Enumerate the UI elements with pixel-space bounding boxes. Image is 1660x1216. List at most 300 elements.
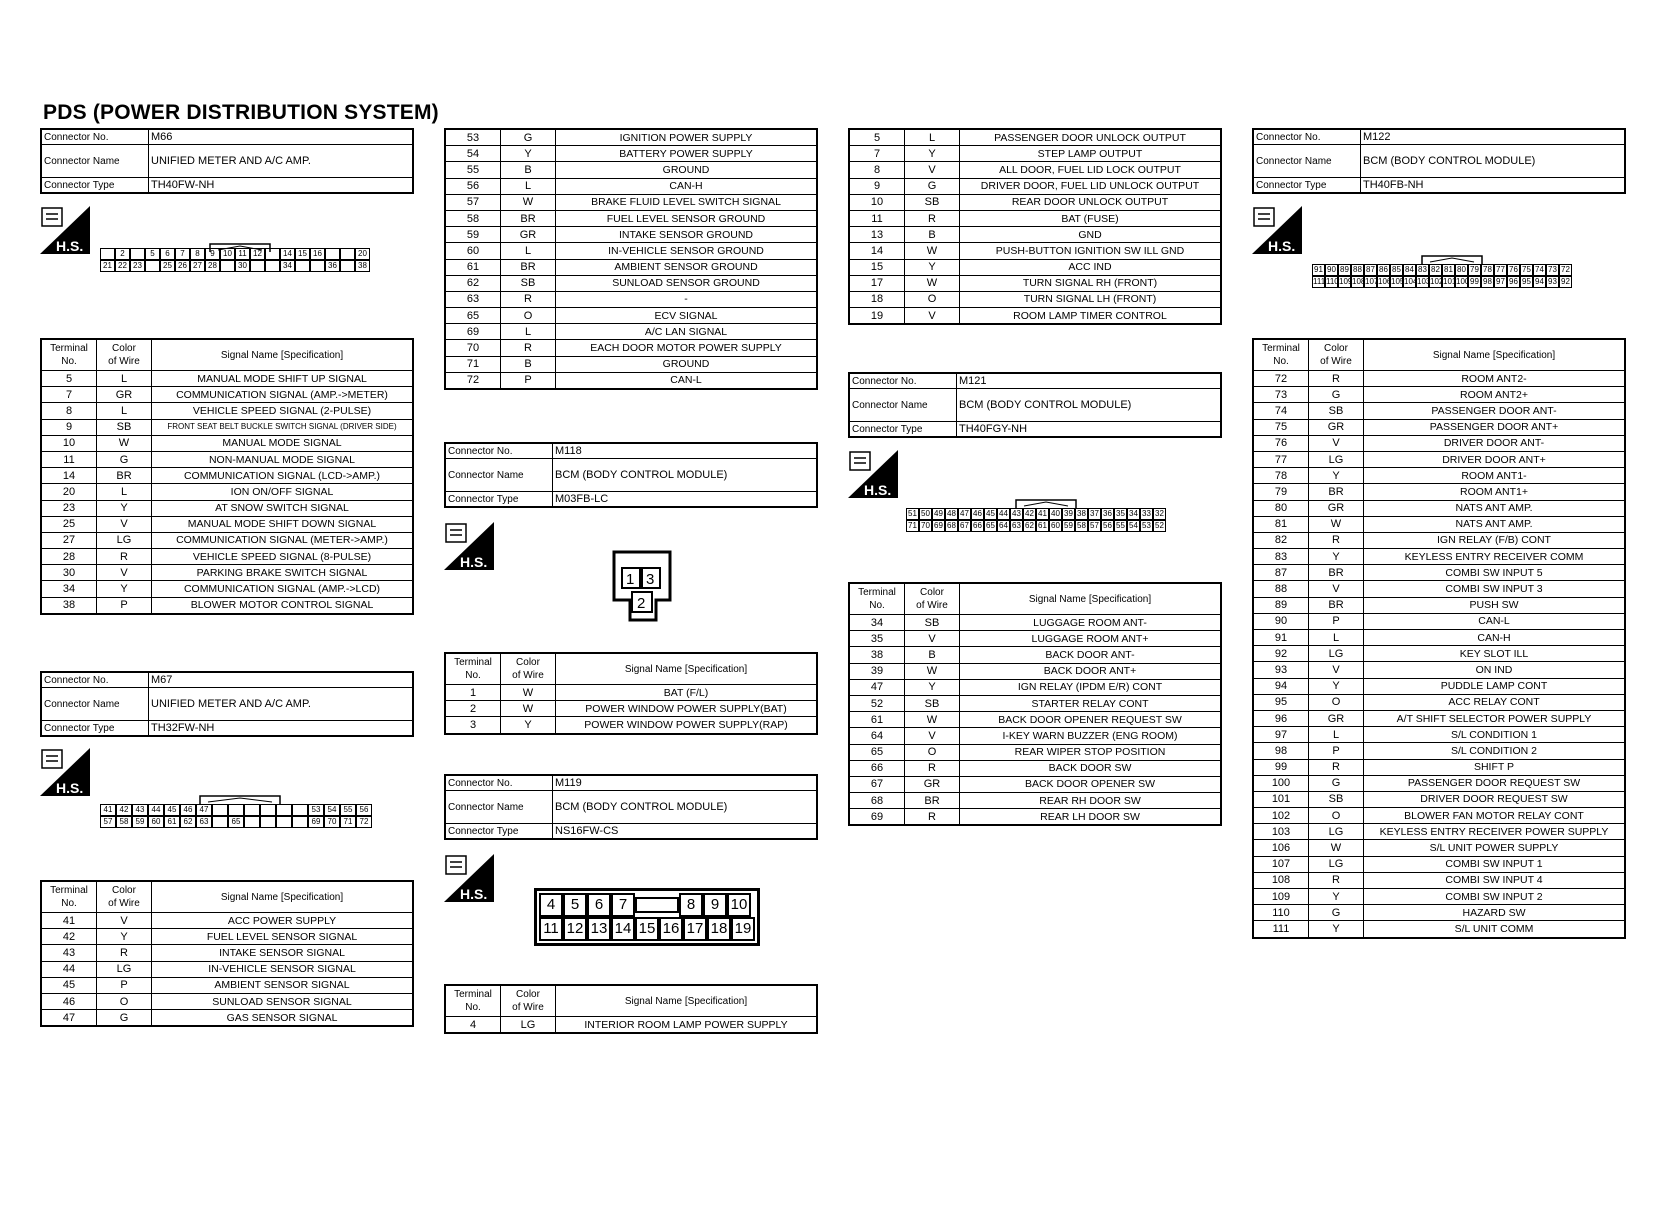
signal-cell: IGNITION POWER SUPPLY — [556, 129, 818, 146]
terminal-cell: 96 — [1253, 710, 1309, 726]
connector-pin: 111 — [1313, 277, 1326, 286]
pin-1: 1 — [626, 571, 635, 588]
hs-badge-icon — [848, 450, 898, 498]
table-row — [41, 565, 413, 581]
m122-info-col — [1252, 128, 1626, 194]
color-cell: W — [905, 243, 960, 259]
table-row — [41, 1010, 413, 1027]
connector-pin: 103 — [1417, 277, 1431, 286]
connector-no-value: M119 — [553, 775, 818, 791]
table-row — [445, 308, 817, 324]
terminal-cell: 61 — [445, 259, 501, 275]
signal-cell: KEYLESS ENTRY RECEIVER POWER SUPPLY — [1364, 824, 1626, 840]
terminal-cell: 101 — [1253, 791, 1309, 807]
color-cell: P — [97, 597, 152, 614]
m66-connector-diagram — [100, 248, 370, 272]
color-cell: O — [1309, 694, 1364, 710]
connector-type-value: TH40FW-NH — [149, 178, 414, 194]
connector-pin: 60 — [148, 816, 164, 828]
terminal-cell: 7 — [849, 146, 905, 162]
color-cell: Y — [501, 146, 556, 162]
terminal-cell: 72 — [445, 372, 501, 389]
color-cell: Y — [97, 929, 152, 945]
terminal-cell: 20 — [41, 484, 97, 500]
connector-pin: 75 — [1520, 264, 1533, 276]
page-title: PDS (POWER DISTRIBUTION SYSTEM) — [43, 101, 439, 124]
table-row — [1253, 808, 1625, 824]
connector-pin: 27 — [190, 260, 205, 272]
signal-cell: COMMUNICATION SIGNAL (LCD->AMP.) — [152, 468, 414, 484]
terminal-cell: 44 — [41, 961, 97, 977]
color-cell: V — [1309, 435, 1364, 451]
terminal-cell: 47 — [41, 1010, 97, 1027]
connector-no-value: M66 — [149, 129, 414, 145]
terminal-cell: 10 — [41, 435, 97, 451]
table-row — [1253, 727, 1625, 743]
color-cell: V — [97, 565, 152, 581]
color-cell: O — [501, 308, 556, 324]
connector-pin: 102 — [1430, 277, 1444, 286]
connector-pin: 49 — [932, 508, 945, 520]
m118-info-table — [444, 442, 818, 508]
color-cell: G — [1309, 387, 1364, 403]
table-row — [41, 419, 413, 435]
color-cell: G — [1309, 905, 1364, 921]
connector-pin: 57 — [100, 816, 116, 828]
connector-pin: 34 — [1127, 508, 1140, 520]
table-row — [849, 162, 1221, 178]
terminal-cell: 82 — [1253, 532, 1309, 548]
color-header: Color of Wire — [97, 881, 152, 913]
connector-pin: 69 — [932, 520, 945, 532]
color-cell: L — [501, 178, 556, 194]
svg-text:H.S.: H.S. — [460, 886, 488, 902]
connector-pin: 51 — [906, 508, 919, 520]
connector-pin: 44 — [997, 508, 1010, 520]
table-row — [445, 340, 817, 356]
terminal-cell: 9 — [849, 178, 905, 194]
connector-pin: 57 — [1088, 520, 1101, 532]
color-cell: Y — [1309, 549, 1364, 565]
terminal-cell: 27 — [41, 532, 97, 548]
connector-pin: 61 — [1036, 520, 1049, 532]
svg-text:H.S.: H.S. — [56, 238, 84, 254]
signal-cell: S/L UNIT POWER SUPPLY — [1364, 840, 1626, 856]
connector-pin: 95 — [1520, 276, 1533, 288]
connector-type-value: TH40FGY-NH — [957, 422, 1222, 438]
table-row — [41, 435, 413, 451]
table-row — [1253, 435, 1625, 451]
connector-pin: 40 — [1049, 508, 1062, 520]
connector-pin: 18 — [707, 917, 731, 941]
signal-cell: GROUND — [556, 356, 818, 372]
color-cell: BR — [97, 468, 152, 484]
signal-cell: CAN-H — [1364, 630, 1626, 646]
color-cell: LG — [1309, 856, 1364, 872]
color-cell: SB — [501, 275, 556, 291]
table-row — [1253, 905, 1625, 921]
terminal-cell: 73 — [1253, 387, 1309, 403]
connector-pin: 110 — [1326, 277, 1339, 286]
signal-cell: BRAKE FLUID LEVEL SWITCH SIGNAL — [556, 194, 818, 210]
signal-header: Signal Name [Specification] — [556, 653, 818, 685]
signal-cell: BACK DOOR OPENER SW — [960, 776, 1222, 792]
hs-badge-icon — [1252, 206, 1302, 254]
connector-pin: 64 — [997, 520, 1010, 532]
connector-pin: 28 — [205, 260, 220, 272]
signal-cell: A/T SHIFT SELECTOR POWER SUPPLY — [1364, 710, 1626, 726]
connector-pin: 70 — [324, 816, 340, 828]
signal-header: Signal Name [Specification] — [152, 339, 414, 371]
terminal-cell: 65 — [445, 308, 501, 324]
terminal-header: Terminal No. — [445, 653, 501, 685]
m122-terminal-col — [1252, 338, 1626, 939]
signal-cell: A/C LAN SIGNAL — [556, 324, 818, 340]
terminal-cell: 5 — [41, 371, 97, 387]
pin-2: 2 — [637, 595, 646, 612]
color-cell: R — [905, 210, 960, 226]
color-cell: L — [905, 129, 960, 146]
color-cell: P — [1309, 613, 1364, 629]
connector-pin: 100 — [1456, 277, 1470, 286]
color-header: Color of Wire — [1309, 339, 1364, 371]
pin-3: 3 — [646, 571, 655, 588]
connector-pin: 70 — [919, 520, 932, 532]
connector-pin: 65 — [228, 816, 244, 828]
terminal-cell: 109 — [1253, 889, 1309, 905]
connector-pin: 62 — [1023, 520, 1036, 532]
terminal-cell: 66 — [849, 760, 905, 776]
color-cell: GR — [501, 227, 556, 243]
m118-terminal-col — [444, 652, 818, 735]
connector-pin — [635, 897, 679, 913]
connector-pin: 69 — [308, 816, 324, 828]
terminal-header: Terminal No. — [445, 985, 501, 1017]
terminal-cell: 34 — [849, 615, 905, 631]
connector-pin: 56 — [1101, 520, 1114, 532]
color-cell: L — [501, 324, 556, 340]
color-cell: B — [501, 162, 556, 178]
color-cell: SB — [905, 695, 960, 711]
terminal-cell: 64 — [849, 728, 905, 744]
color-cell: V — [97, 516, 152, 532]
color-cell: R — [1309, 371, 1364, 387]
terminal-cell: 68 — [849, 793, 905, 809]
terminal-cell: 80 — [1253, 500, 1309, 516]
color-cell: Y — [1309, 889, 1364, 905]
m66-terminal-table — [40, 338, 414, 615]
signal-cell: BACK DOOR ANT+ — [960, 663, 1222, 679]
connector-name-value: UNIFIED METER AND A/C AMP. — [149, 145, 414, 178]
connector-pin: 42 — [116, 804, 132, 816]
terminal-cell: 1 — [445, 685, 501, 701]
signal-cell: ALL DOOR, FUEL LID LOCK OUTPUT — [960, 162, 1222, 178]
terminal-cell: 59 — [445, 227, 501, 243]
color-cell: V — [905, 728, 960, 744]
color-cell: V — [905, 162, 960, 178]
connector-pin: 9 — [703, 893, 727, 917]
connector-pin: 34 — [280, 260, 295, 272]
signal-cell: MANUAL MODE SIGNAL — [152, 435, 414, 451]
table-row — [445, 1017, 817, 1034]
color-cell: BR — [1309, 597, 1364, 613]
terminal-cell: 67 — [849, 776, 905, 792]
signal-cell: NON-MANUAL MODE SIGNAL — [152, 451, 414, 467]
terminal-cell: 47 — [849, 679, 905, 695]
connector-pin: 106 — [1378, 277, 1392, 286]
connector-no-label: Connector No. — [41, 129, 149, 145]
signal-cell: COMBI SW INPUT 1 — [1364, 856, 1626, 872]
signal-cell: BACK DOOR OPENER REQUEST SW — [960, 712, 1222, 728]
signal-cell: AMBIENT SENSOR GROUND — [556, 259, 818, 275]
table-row — [445, 243, 817, 259]
connector-pin: 35 — [1114, 508, 1127, 520]
signal-cell: EACH DOOR MOTOR POWER SUPPLY — [556, 340, 818, 356]
terminal-cell: 57 — [445, 194, 501, 210]
connector-pin: 52 — [1153, 520, 1166, 532]
terminal-cell: 81 — [1253, 516, 1309, 532]
terminal-cell: 10 — [849, 194, 905, 210]
table-row — [445, 178, 817, 194]
connector-name-label: Connector Name — [41, 688, 149, 721]
table-row — [445, 291, 817, 307]
connector-no-value: M122 — [1361, 129, 1626, 145]
table-row — [445, 372, 817, 389]
connector-pin: 60 — [1049, 520, 1062, 532]
hs-badge-icon — [444, 522, 494, 570]
connector-name-label: Connector Name — [41, 145, 149, 178]
connector-pin: 71 — [340, 816, 356, 828]
m119-terminal-table — [444, 984, 818, 1034]
connector-pin: 32 — [1153, 508, 1166, 520]
signal-cell: S/L CONDITION 1 — [1364, 727, 1626, 743]
table-row — [1253, 597, 1625, 613]
signal-header: Signal Name [Specification] — [960, 583, 1222, 615]
table-row — [849, 695, 1221, 711]
connector-pin: 72 — [356, 816, 372, 828]
color-cell: G — [501, 129, 556, 146]
m122-info-table — [1252, 128, 1626, 194]
table-row — [849, 227, 1221, 243]
connector-pin — [260, 816, 276, 828]
table-row — [41, 371, 413, 387]
connector-pin: 11 — [539, 917, 563, 941]
signal-cell: COMBI SW INPUT 4 — [1364, 872, 1626, 888]
m67-terminal-table — [40, 880, 414, 1027]
table-row — [41, 403, 413, 419]
terminal-cell: 92 — [1253, 646, 1309, 662]
terminal-cell: 54 — [445, 146, 501, 162]
color-cell: O — [905, 291, 960, 307]
color-cell: W — [1309, 516, 1364, 532]
signal-cell: FRONT SEAT BELT BUCKLE SWITCH SIGNAL (DRIVER SIDE) — [152, 419, 414, 435]
m67-info-col — [40, 671, 414, 737]
color-cell: Y — [501, 717, 556, 734]
svg-text:H.S.: H.S. — [1268, 238, 1296, 254]
m119-cont-terminal-table — [848, 128, 1222, 325]
connector-pin: 74 — [1533, 264, 1546, 276]
connector-type-label: Connector Type — [41, 721, 149, 737]
connector-pin: 89 — [1338, 264, 1351, 276]
m118-terminal-table — [444, 652, 818, 735]
color-cell: B — [905, 227, 960, 243]
m121-info-col — [848, 372, 1222, 438]
terminal-cell: 72 — [1253, 371, 1309, 387]
table-row — [1253, 549, 1625, 565]
terminal-cell: 99 — [1253, 759, 1309, 775]
color-cell: BR — [1309, 484, 1364, 500]
connector-no-label: Connector No. — [41, 672, 149, 688]
table-row — [41, 945, 413, 961]
signal-cell: BAT (F/L) — [556, 685, 818, 701]
color-cell: BR — [905, 793, 960, 809]
terminal-cell: 110 — [1253, 905, 1309, 921]
terminal-header: Terminal No. — [1253, 339, 1309, 371]
signal-header: Signal Name [Specification] — [1364, 339, 1626, 371]
connector-pin: 77 — [1494, 264, 1507, 276]
table-row — [445, 129, 817, 146]
signal-cell: KEY SLOT ILL — [1364, 646, 1626, 662]
connector-pin: 23 — [130, 260, 145, 272]
connector-no-value: M121 — [957, 373, 1222, 389]
connector-pin: 15 — [295, 248, 310, 260]
connector-pin: 17 — [683, 917, 707, 941]
signal-cell: PUSH SW — [1364, 597, 1626, 613]
color-cell: V — [1309, 581, 1364, 597]
terminal-cell: 34 — [41, 581, 97, 597]
terminal-cell: 43 — [41, 945, 97, 961]
m119-info-table — [444, 774, 818, 840]
color-cell: L — [97, 484, 152, 500]
connector-pin: 16 — [310, 248, 325, 260]
color-cell: V — [97, 913, 152, 929]
table-row — [445, 162, 817, 178]
connector-no-value: M67 — [149, 672, 414, 688]
m119-info-col — [444, 774, 818, 840]
color-cell: Y — [1309, 678, 1364, 694]
signal-cell: ROOM ANT2- — [1364, 371, 1626, 387]
table-row — [41, 468, 413, 484]
color-cell: GR — [1309, 419, 1364, 435]
connector-pin: 83 — [1416, 264, 1429, 276]
color-cell: V — [905, 308, 960, 325]
signal-cell: PUDDLE LAMP CONT — [1364, 678, 1626, 694]
signal-cell: SHIFT P — [1364, 759, 1626, 775]
signal-cell: BLOWER MOTOR CONTROL SIGNAL — [152, 597, 414, 614]
connector-pin: 67 — [958, 520, 971, 532]
color-cell: LG — [97, 961, 152, 977]
connector-pin — [244, 816, 260, 828]
signal-cell: AT SNOW SWITCH SIGNAL — [152, 500, 414, 516]
terminal-cell: 65 — [849, 744, 905, 760]
terminal-cell: 83 — [1253, 549, 1309, 565]
connector-type-label: Connector Type — [41, 178, 149, 194]
table-row — [849, 275, 1221, 291]
color-cell: Y — [905, 146, 960, 162]
table-row — [849, 243, 1221, 259]
table-row — [1253, 889, 1625, 905]
connector-pin: 86 — [1377, 264, 1390, 276]
color-cell: O — [1309, 808, 1364, 824]
table-row — [849, 291, 1221, 307]
signal-cell: KEYLESS ENTRY RECEIVER COMM — [1364, 549, 1626, 565]
terminal-cell: 25 — [41, 516, 97, 532]
connector-pin: 38 — [1075, 508, 1088, 520]
signal-cell: CAN-L — [1364, 613, 1626, 629]
signal-cell: DRIVER DOOR ANT+ — [1364, 451, 1626, 467]
color-cell: V — [905, 631, 960, 647]
signal-cell: REAR WIPER STOP POSITION — [960, 744, 1222, 760]
color-cell: W — [905, 275, 960, 291]
color-cell: LG — [1309, 824, 1364, 840]
connector-pin: 47 — [196, 804, 212, 816]
connector-pin: 44 — [148, 804, 164, 816]
color-cell: O — [905, 744, 960, 760]
connector-type-label: Connector Type — [445, 492, 553, 508]
signal-cell: HAZARD SW — [1364, 905, 1626, 921]
signal-cell: ACC POWER SUPPLY — [152, 913, 414, 929]
signal-cell: AMBIENT SENSOR SIGNAL — [152, 977, 414, 993]
connector-pin: 30 — [235, 260, 250, 272]
table-row — [1253, 646, 1625, 662]
terminal-cell: 76 — [1253, 435, 1309, 451]
terminal-cell: 93 — [1253, 662, 1309, 678]
connector-pin: 26 — [175, 260, 190, 272]
connector-pin: 47 — [958, 508, 971, 520]
connector-pin: 8 — [679, 893, 703, 917]
table-row — [445, 685, 817, 701]
connector-pin: 42 — [1023, 508, 1036, 520]
color-cell: R — [1309, 872, 1364, 888]
color-cell: LG — [1309, 451, 1364, 467]
m67-info-table — [40, 671, 414, 737]
connector-pin: 48 — [945, 508, 958, 520]
connector-pin: 10 — [727, 893, 751, 917]
connector-name-value: UNIFIED METER AND A/C AMP. — [149, 688, 414, 721]
signal-cell: TURN SIGNAL LH (FRONT) — [960, 291, 1222, 307]
table-row — [1253, 451, 1625, 467]
svg-text:H.S.: H.S. — [460, 554, 488, 570]
connector-pin: 81 — [1442, 264, 1455, 276]
table-row — [849, 663, 1221, 679]
connector-pin: 20 — [355, 248, 370, 260]
terminal-cell: 53 — [445, 129, 501, 146]
connector-pin: 13 — [587, 917, 611, 941]
signal-cell: COMBI SW INPUT 2 — [1364, 889, 1626, 905]
terminal-cell: 28 — [41, 549, 97, 565]
m122-terminal-table — [1252, 338, 1626, 939]
table-row — [1253, 759, 1625, 775]
table-row — [849, 809, 1221, 826]
table-row — [849, 178, 1221, 194]
table-row — [1253, 500, 1625, 516]
connector-pin: 33 — [1140, 508, 1153, 520]
signal-cell: ROOM ANT1- — [1364, 468, 1626, 484]
connector-pin: 63 — [196, 816, 212, 828]
signal-cell: PASSENGER DOOR UNLOCK OUTPUT — [960, 129, 1222, 146]
connector-pin: 41 — [100, 804, 116, 816]
signal-cell: COMMUNICATION SIGNAL (AMP.->METER) — [152, 387, 414, 403]
table-row — [41, 581, 413, 597]
table-row — [849, 259, 1221, 275]
connector-name-value: BCM (BODY CONTROL MODULE) — [553, 459, 818, 492]
connector-pin: 5 — [563, 893, 587, 917]
connector-pin: 58 — [116, 816, 132, 828]
signal-cell: CAN-L — [556, 372, 818, 389]
color-cell: Y — [97, 581, 152, 597]
connector-pin: 46 — [971, 508, 984, 520]
table-row — [41, 977, 413, 993]
